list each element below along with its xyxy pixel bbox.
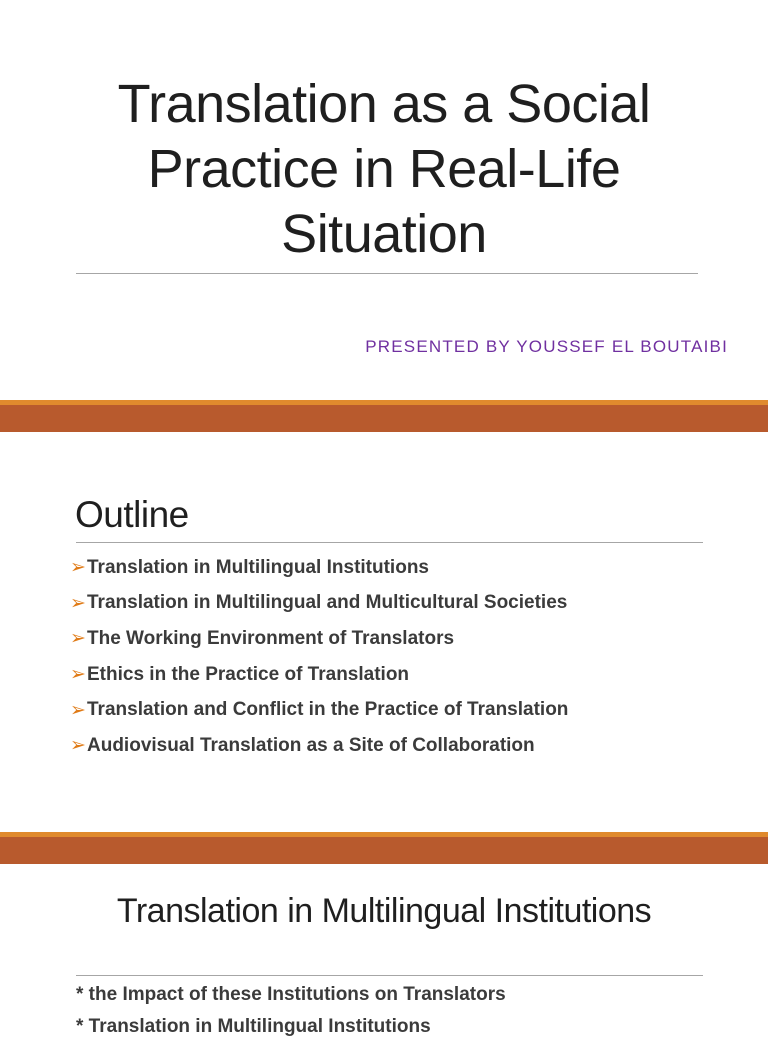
title-line: Translation as a Social (117, 74, 651, 134)
list-item-label: Translation in Multilingual Institutions (87, 556, 429, 578)
section-point: * Translation in Multilingual Institutions (76, 1016, 431, 1037)
section-divider (76, 975, 703, 976)
arrow-bullet-icon: ➢ (70, 557, 86, 579)
list-item (70, 657, 568, 693)
arrow-bullet-icon: ➢ (70, 664, 86, 686)
list-item-label: Audiovisual Translation as a Site of Collaboration (87, 734, 535, 756)
presenter-label: PRESENTED BY YOUSSEF EL BOUTAIBI (365, 337, 728, 356)
title-line: Situation (281, 204, 487, 264)
list-item-label: The Working Environment of Translators (87, 627, 455, 649)
list-item (70, 586, 568, 622)
list-item (70, 621, 568, 657)
list-item-label: Translation in Multilingual and Multicultural Societies (87, 592, 568, 614)
outline-slide (0, 432, 768, 832)
outline-heading: Outline (75, 494, 189, 535)
arrow-bullet-icon: ➢ (70, 628, 86, 650)
section-heading: Translation in Multilingual Institutions (116, 892, 652, 930)
arrow-bullet-icon: ➢ (70, 735, 86, 757)
list-item (70, 692, 568, 728)
title-divider (76, 273, 698, 274)
list-item (70, 728, 568, 764)
title-slide (0, 0, 768, 400)
section-slide (0, 864, 768, 1037)
slide-title (40, 72, 728, 267)
arrow-bullet-icon: ➢ (70, 699, 86, 721)
slide-separator (0, 400, 768, 432)
section-point: * the Impact of these Institutions on Translators (76, 984, 506, 1005)
list-item (70, 550, 568, 586)
title-line: Practice in Real-Life (147, 139, 621, 199)
list-item-label: Ethics in the Practice of Translation (87, 663, 410, 685)
slide-separator (0, 832, 768, 864)
outline-list (70, 550, 568, 764)
outline-divider (76, 542, 703, 543)
list-item-label: Translation and Conflict in the Practice of Translation (87, 699, 569, 721)
arrow-bullet-icon: ➢ (70, 592, 86, 614)
